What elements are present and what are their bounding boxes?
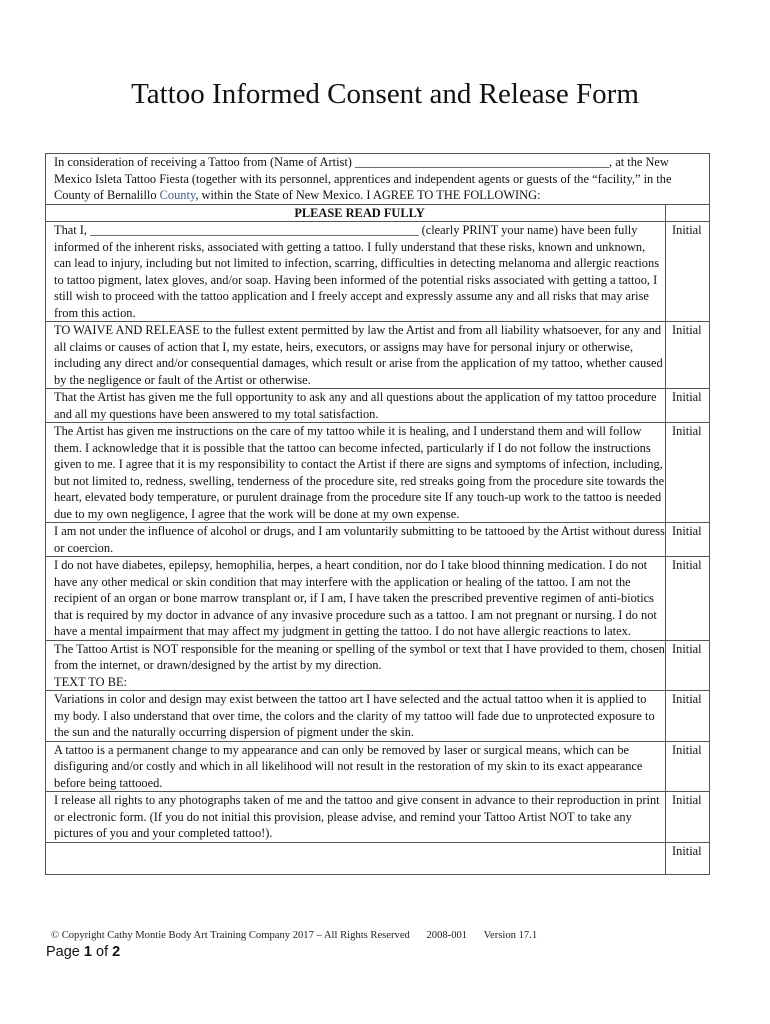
clause-initial-field[interactable]: Initial (666, 640, 710, 691)
clause-row (46, 741, 710, 792)
of-word: of (96, 944, 109, 960)
clause-initial-field[interactable]: Initial (666, 523, 710, 557)
clause-row (46, 389, 710, 423)
intro-row (46, 154, 710, 205)
final-initial-row (46, 842, 710, 874)
final-initial-field[interactable]: Initial (666, 842, 710, 874)
clause-text: I am not under the influence of alcohol or drugs, and I am voluntarily submitting to be tattooed by the Artist without duress or coercion. (46, 523, 666, 557)
heading-initial-cell (666, 204, 710, 222)
clause-row (46, 691, 710, 742)
final-empty-cell (46, 842, 666, 874)
clause-text: I do not have diabetes, epilepsy, hemophilia, herpes, a heart condition, nor do I take blood thinning medication. I do not have any other medical or skin condition that may interfere with the application or healing of the tattoo. I am not the recipient of an organ or bone marrow transplant or, if I am, I have taken the prescribed preventive regimen of anti-biotics that is required by my doctor in advance of any invasive procedure such as a tattoo. I am not pregnant or nursing. I do not have a mental impairment that may affect my judgment in getting the tattoo. I do not have allergic reactions to latex. (46, 557, 666, 641)
current-page: 1 (83, 944, 92, 960)
footer (51, 929, 551, 943)
clause-text: A tattoo is a permanent change to my appearance and can only be removed by laser or surgical means, which can be disfiguring and/or costly and which in all likelihood will not result in the restoration of my skin to its exact appearance before being tattooed. (46, 741, 666, 792)
clause-initial-field[interactable]: Initial (666, 741, 710, 792)
clause-text: That I, _____________________________________________________ (clearly PRINT your name) have been fully informed of the inherent risks, associated with getting a tattoo. I fully understand that these risks, known and unknown, can lead to injury, including but not limited to infection, scarring, difficulties in detecting melanoma and allergic reactions to tattoo pigment, latex gloves, and/or soap. Having been informed of the potential risks associated with getting a tattoo, I still wish to proceed with the tattoo application and I freely accept and expressly assume any and all risks that may arise from this action. (46, 222, 666, 322)
intro-county-link: County (159, 188, 196, 202)
clause-row (46, 523, 710, 557)
clause-text: I release all rights to any photographs taken of me and the tattoo and give consent in advance to their reproduction in print or electronic form. (If you do not initial this provision, please advise, and remind your Tattoo Artist NOT to take any pictures of you and your completed tattoo!). (46, 792, 666, 843)
version-text: Version 17.1 (483, 930, 538, 941)
clause-row (46, 557, 710, 641)
clause-initial-field[interactable]: Initial (666, 691, 710, 742)
heading-row (46, 204, 710, 222)
clause-row (46, 222, 710, 322)
document-title: Tattoo Informed Consent and Release Form (131, 78, 639, 110)
clause-initial-field[interactable]: Initial (666, 389, 710, 423)
intro-cell (46, 154, 710, 205)
clause-text: TO WAIVE AND RELEASE to the fullest extent permitted by law the Artist and from all liability whatsoever, for any and all claims or causes of action that I, my estate, heirs, executors, or assigns may have for personal injury or otherwise, including any direct and/or consequential damages, which result or arise from the application of my tattoo, whether caused by the negligence or fault of the Artist or otherwise. (46, 322, 666, 389)
clause-row (46, 322, 710, 389)
clause-text: Variations in color and design may exist between the tattoo art I have selected and the actual tattoo when it is applied to my body. I also understand that over time, the colors and the clarity of my tattoo will fade due to unprotected exposure to the sun and the naturally occurring dispersion of pigment under the skin. (46, 691, 666, 742)
copyright-text: © Copyright Cathy Montie Body Art Training Company 2017 – All Rights Reserved (51, 930, 410, 941)
clause-row (46, 792, 710, 843)
intro-text-part1: In consideration of receiving a Tattoo from (Name of Artist) _________________________________________, at the New Mexico Isleta Tattoo Fiesta (together with its personnel, apprentices and independent agents or guests of the “facility,” in the County of Bernalillo (54, 155, 672, 202)
page-indicator (46, 943, 120, 961)
clause-text: That the Artist has given me the full opportunity to ask any and all questions about the application of my tattoo procedure and all my questions have been answered to my total satisfaction. (46, 389, 666, 423)
intro-text-part2: , within the State of New Mexico. I AGREE TO THE FOLLOWING: (195, 188, 541, 202)
page-word: Page (46, 944, 80, 960)
clause-initial-field[interactable]: Initial (666, 557, 710, 641)
form-number: 2008-001 (426, 930, 468, 941)
consent-form-table (45, 153, 710, 875)
clause-row (46, 640, 710, 691)
please-read-heading: PLEASE READ FULLY (46, 204, 666, 222)
clause-text: The Artist has given me instructions on the care of my tattoo while it is healing, and I understand them and will follow them. I acknowledge that it is possible that the tattoo can become infected, particularly if I do not follow the instructions given to me. I agree that it is my responsibility to contact the Artist if there are signs and symptoms of infection, including, but not limited to, redness, swelling, tenderness of the procedure site, red streaks going from the procedure site towards the heart, elevated body temperature, or purulent drainage from the procedure site If any touch-up work to the tattoo is needed due to my own negligence, I agree that the work will be done at my own expense. (46, 423, 666, 523)
clause-initial-field[interactable]: Initial (666, 322, 710, 389)
clause-row (46, 423, 710, 523)
clause-text: The Tattoo Artist is NOT responsible for the meaning or spelling of the symbol or text that I have provided to them, chosen from the internet, or drawn/designed by the artist by my direction. TEXT TO BE: (46, 640, 666, 691)
clause-initial-field[interactable]: Initial (666, 792, 710, 843)
total-pages: 2 (112, 944, 121, 960)
clause-initial-field[interactable]: Initial (666, 423, 710, 523)
clause-initial-field[interactable]: Initial (666, 222, 710, 322)
